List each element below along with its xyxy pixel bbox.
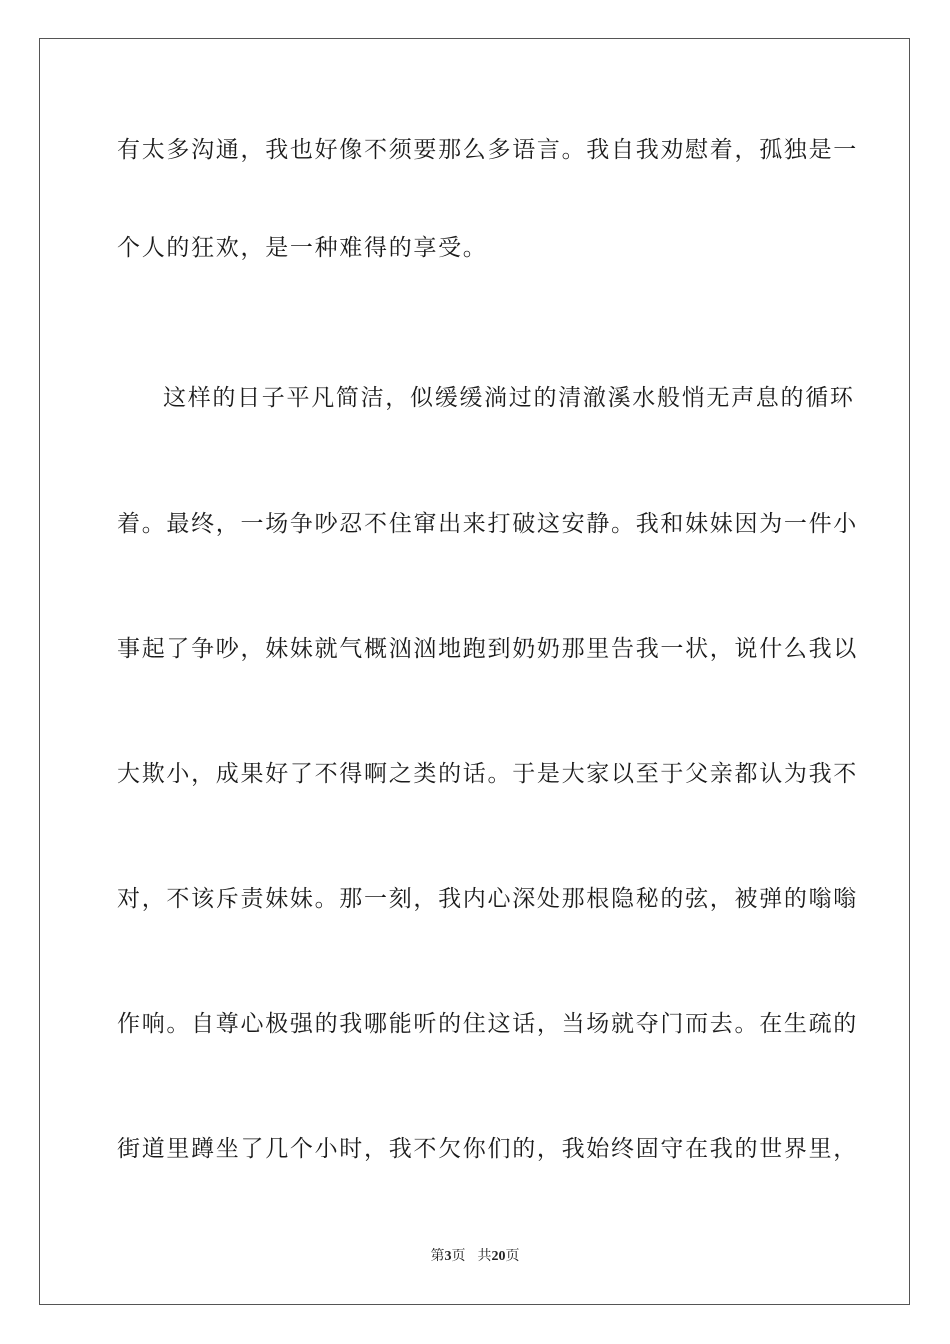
page-number: 3 <box>444 1249 452 1264</box>
total-prefix: 共 <box>477 1248 492 1264</box>
text-line-8: 作响。自尊心极强的我哪能听的住这话，当场就夺门而去。在生疏的 <box>117 1011 858 1037</box>
page-footer <box>0 1247 950 1266</box>
page-prefix: 第 <box>430 1248 445 1264</box>
text-line-7: 对，不该斥责妹妹。那一刻，我内心深处那根隐秘的弦，被弹的嗡嗡 <box>117 886 858 912</box>
text-line-1: 有太多沟通，我也好像不须要那么多语言。我自我劝慰着，孤独是一 <box>117 137 858 163</box>
total-suffix: 页 <box>505 1248 520 1264</box>
text-line-6: 大欺小，成果好了不得啊之类的话。于是大家以至于父亲都认为我不 <box>117 761 858 787</box>
text-line-5: 事起了争吵，妹妹就气概汹汹地跑到奶奶那里告我一状，说什么我以 <box>117 636 858 662</box>
text-line-3-paragraph-start: 这样的日子平凡简洁，似缓缓淌过的清澈溪水般悄无声息的循环 <box>163 385 855 411</box>
total-pages: 20 <box>491 1249 506 1264</box>
page-border <box>39 38 910 1305</box>
page-suffix: 页 <box>451 1248 466 1264</box>
text-line-4: 着。最终，一场争吵忍不住窜出来打破这安静。我和妹妹因为一件小 <box>117 511 858 537</box>
text-line-9: 街道里蹲坐了几个小时，我不欠你们的，我始终固守在我的世界里， <box>117 1136 858 1162</box>
text-line-2: 个人的狂欢，是一种难得的享受。 <box>117 235 488 261</box>
